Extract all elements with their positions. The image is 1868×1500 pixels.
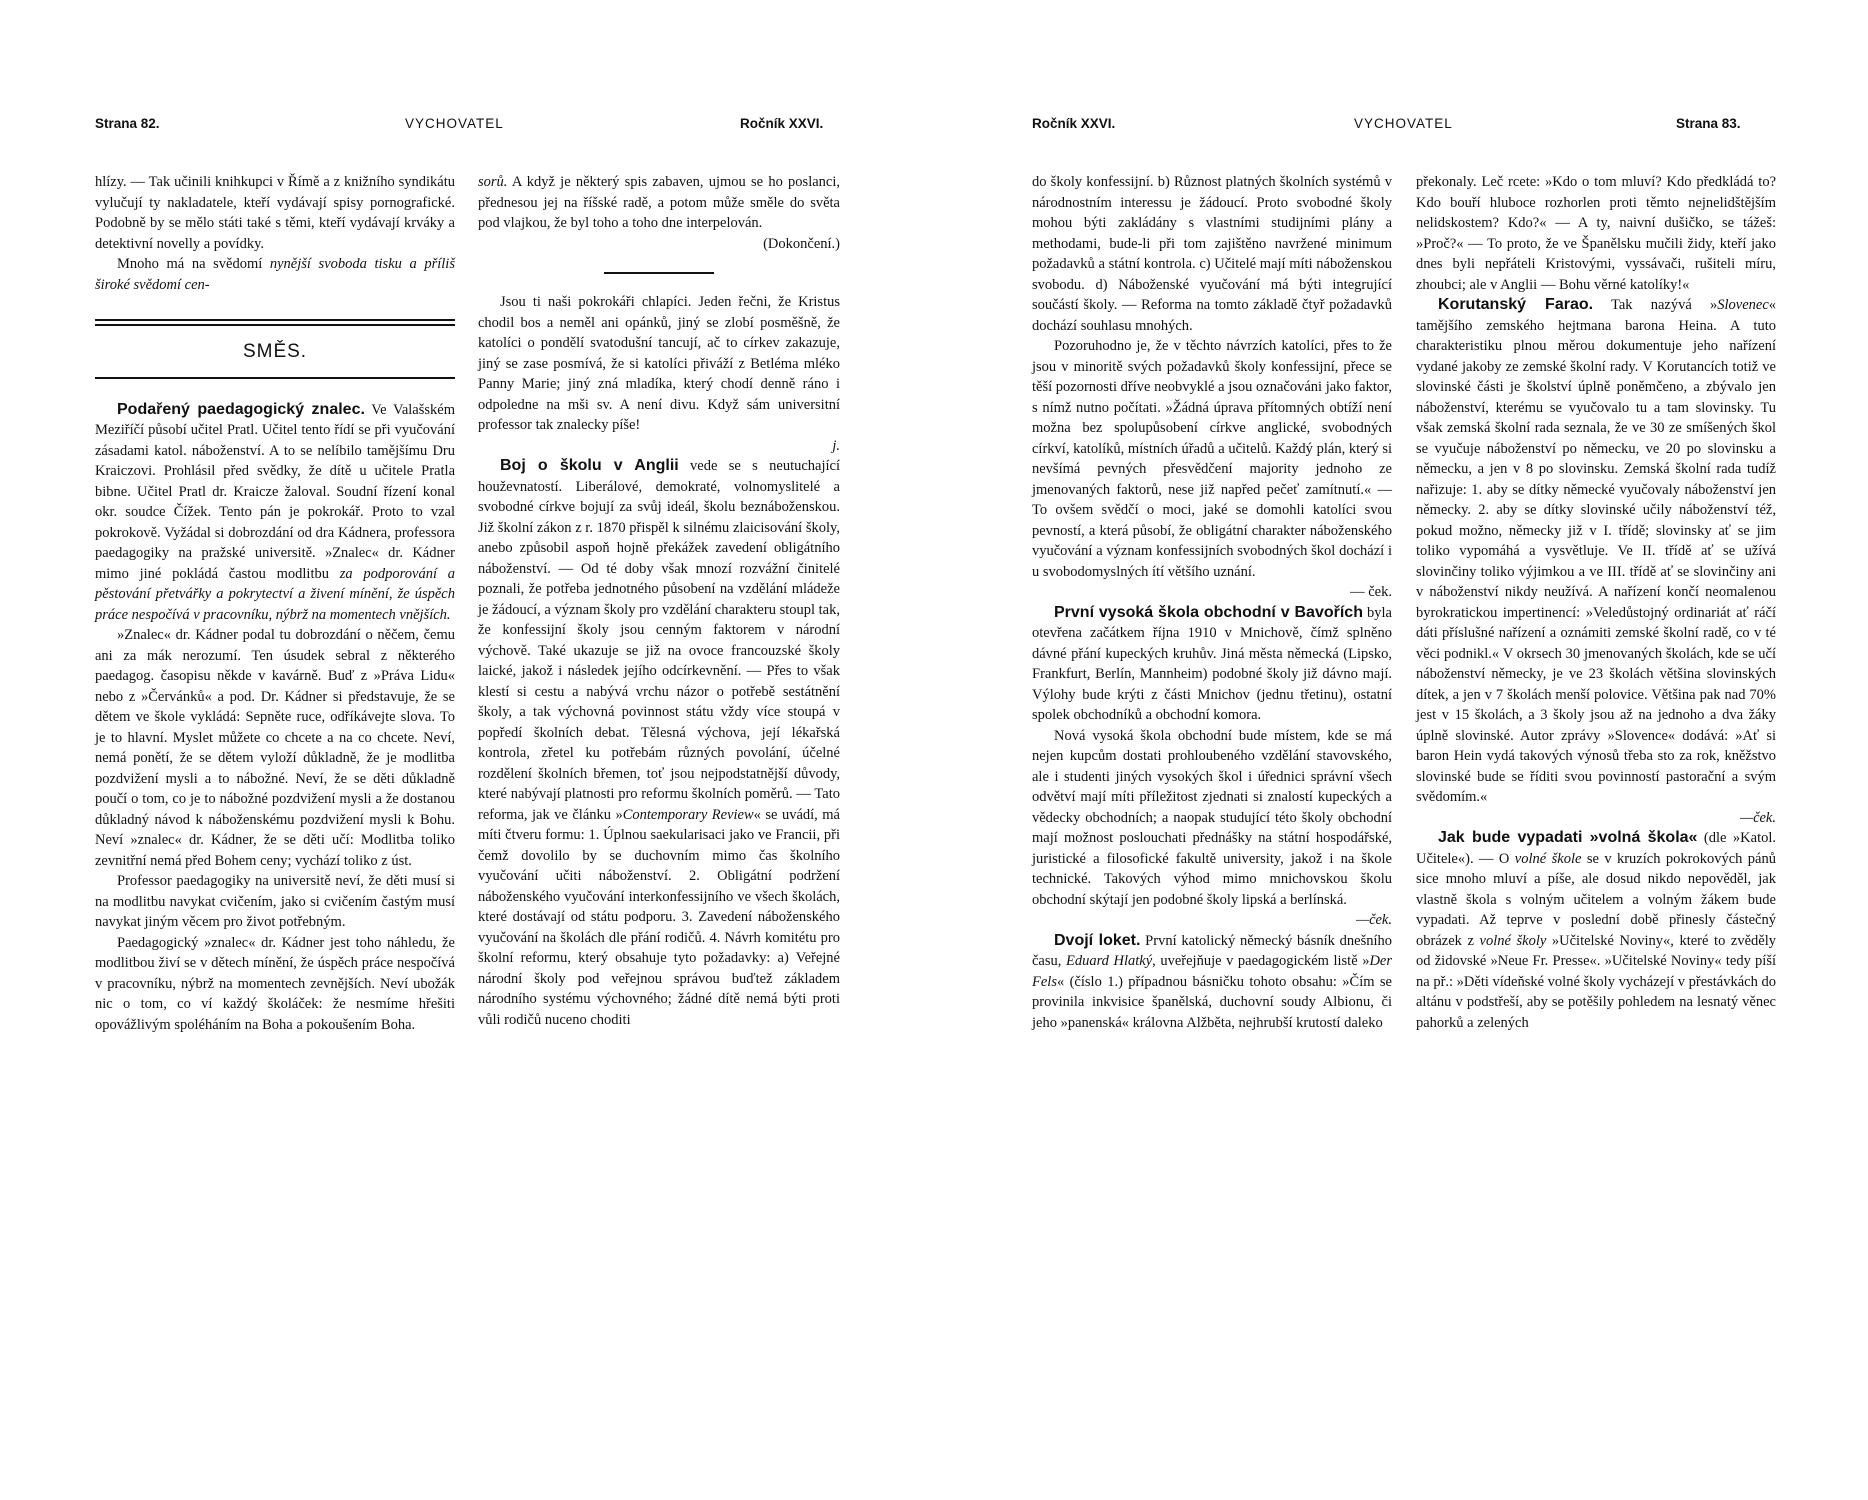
- paragraph: do školy konfessijní. b) Různost platných školních systémů v národnostním interessu je žádoucí. Proto svobodné školy mohou býti zakládány s vlastními studijními plány a methodami, bude-li při tom zajištěno navržené minimum požadavků a státní kontrola. c) Učitelé mají míti náboženskou svobodu. d) Náboženské vyučování má býti integrující součástí školy. — Reforma na tomto základě čtyř požadavků dochází souhlasu mnohých.: [1032, 174, 1392, 334]
- italic-run: sorů.: [478, 174, 508, 190]
- paragraph: Nová vysoká škola obchodní bude místem, kde se má nejen kupcům dostati prohloubeného vzdělání stavovského, ale i studenti jiných vysokých škol i úřednici správní všech odvětví mají míti příležitost zjednati si znalostí kupeckých a vědecky obchodních; a naopak studující této školy obchodní mají možnost poslouchati přednášky na státní hospodářské, juristické a filosofické fakultě university, jakož i na škole technické. Takových výhod mimo mnichovskou školu obchodní skýtají jen podobné školy lipská a berlínská.: [1032, 727, 1392, 908]
- article-paragraph: [478, 456, 840, 1030]
- italic-run: Eduard Hlatký: [1065, 953, 1153, 969]
- signature: —ček.: [1740, 809, 1776, 826]
- right-column-1: [1032, 172, 1392, 1033]
- article-end-rule: [604, 272, 714, 274]
- paragraph: [478, 172, 840, 234]
- left-column-2: [478, 172, 840, 1030]
- paragraph: Paedagogický »znalec« dr. Kádner jest toho náhledu, že modlitbou živí se v dětech mínění, že úspěch práce nespočívá v pracovníku, nýbrž na momentech zevnějších. Neví ubožák nic o tom, co ví každý školáček: že nesmíme hřešiti opovážlivým spoléháním na Boha a pokoušením Boha.: [95, 934, 455, 1033]
- left-journal-title: VYCHOVATEL: [405, 116, 504, 131]
- article-heading: Jak bude vypadati »volná škola«: [1438, 829, 1698, 846]
- right-page: [934, 0, 1868, 1500]
- text-run: První katolický německý básník dnešního času,: [1032, 932, 1392, 969]
- article-heading: Korutanský Farao.: [1438, 296, 1594, 313]
- italic-run: Contemporary Review: [622, 806, 754, 823]
- section-rule-bottom: [95, 377, 455, 380]
- text-run: « se uvádí, má míti čtveru formu: 1. Úplnou saekularisaci jako ve Francii, při čemž dovolilo by se duchovním mimo čas školního vyučování učiti náboženství. 2. Obligátní podržení náboženského vyučování interkonfessijního ve všech školách, které dostávají od státu podporu. 3. Zavedení náboženského vyučování na školách dle přání rodičů. 4. Návrh komitétu pro školní reformu, který obsahuje tyto požadavky: a) Veřejné národní školy pod veřejnou správou buďtež základem národního systému výchovného; žádné dítě nemá býti proti vůli rodičů nuceno choditi: [478, 806, 840, 1028]
- text-run: Tak nazývá »: [1593, 297, 1718, 313]
- paragraph: Pozoruhodno je, že v těchto návrzích katolíci, přes to že jsou v minoritě svých požadavků školy konfessijní, přece se těší pozornosti dříve neobvyklé a jsou označováni jako faktor, s nímž nutno počítati. »Žádná úprava přítomných obtíží není možna bez spolupůsobení církve anglické, svobodných církví, katolíků, místních úřadů a učitelů. Každý plán, který si nevšímá pevných přesvědčení majority jednoho ze jmenovaných faktorů, nese již napřed pečeť zamítnutí.« — To ovšem svědčí o moci, jaké se domohli katolíci svou pevností, a která působí, že obligátní charakter náboženského vyučování a význam konfessijních svobodných škol dochází i u svobodomyslných ítí většího uznání.: [1032, 338, 1392, 580]
- paragraph: Professor paedagogiky na universitě neví, že děti musí si na modlitbu navykat cvičením, jako si cvičením častým musí navykat jiným věcem pro život potřebným.: [95, 873, 455, 930]
- right-volume: Ročník XXVI.: [1032, 116, 1116, 131]
- text-run: (dle »Katol. Učitele«). — O: [1416, 830, 1777, 867]
- text-run: byla otevřena začátkem října 1910 v Mnichově, čímž splněno dávné přání kupeckých kruhův. Jiná města německá (Lipsko, Frankfurt, Berlín, Mannheim) podobné školy již dávno mají. Výlohy bude krýti z části Mnichov (jednu třetinu), ostatní spolek obchodníků a obchodní komora.: [1032, 604, 1392, 723]
- right-column-2: [1416, 172, 1776, 1033]
- signature: — ček.: [1350, 584, 1392, 600]
- signature: —ček.: [1356, 912, 1392, 928]
- paragraph: hlízy. — Tak učinili knihkupci v Římě a z knižního syndikátu vylučují ty nakladatele, kteří vydávají spisy pornografické. Podobně by se mělo státi také s těmi, kteří vydávají krváky a detektivní novelly a povídky.: [95, 174, 455, 252]
- paragraph: [95, 254, 455, 295]
- continuation-note: (Dokončení.): [763, 235, 840, 252]
- text-run: « (číslo 1.) případnou básničku tohoto obsahu: »Čím se provinila inkvisice španělská, duchovní soudy Albionu, či jeho »panenská« královna Alžběta, nejhrubší krutostí daleko: [1032, 973, 1392, 1031]
- text-run: Ve Valašském Meziříčí působí učitel Pratl. Učitel tento řídí se při vyučování zásadami katol. náboženství. A to se nelíbilo tamějšímu Dru Kraiczovi. Prohlásil před svědky, že dítě u učitele Pratla bibne. Učitel Pratl dr. Kraicze žaloval. Soudní řízení konal okr. soudce Čížek. Tento pán je pokrokář. Proto to vzal pokrokově. Vyžádal si dobrozdání od dra Kádnera, professora paedagogiky na pražské universitě. »Znalec« dr. Kádner mimo jiné pokládá častou modlitbu: [95, 401, 455, 582]
- italic-run: Slovenec: [1717, 297, 1769, 313]
- left-running-header: [0, 116, 934, 138]
- signature: j.: [832, 437, 840, 454]
- section-rule-top: [95, 319, 455, 326]
- text-run: Mnoho má na svědomí: [117, 256, 270, 272]
- right-running-header: [934, 116, 1868, 138]
- left-volume: Ročník XXVI.: [740, 116, 824, 131]
- italic-run: volné školy: [1479, 932, 1547, 949]
- paragraph: Jsou ti naši pokrokáři chlapíci. Jeden řečni, že Kristus chodil bos a neměl ani opánků, jiný se zlobí posměšně, že katolíci o pondělí svatodušní tancují, ač to církev zakazuje, jiný se zase posmívá, že si katolíci přiváží z Betléma mléko Panny Marie; jiný zná mladíka, který chodí denně ráno i odpoledne na mši sv. A není divu. Když sám universitní professor tak znalecky píše!: [478, 294, 840, 433]
- article-heading: Dvojí loket.: [1054, 931, 1141, 949]
- article-paragraph: [1416, 828, 1776, 1033]
- text-run: A když je některý spis zabaven, ujmou se ho poslanci, přednesou jej na říšské radě, a potom může směle do světa pod vlajkou, že byl toho a toho dne interpelován.: [478, 174, 840, 231]
- article-paragraph: [1032, 603, 1392, 726]
- article-heading: První vysoká škola obchodní v Bavořích: [1054, 603, 1363, 621]
- text-run: se v kruzích pokrokových pánů sice mnoho mluví a píše, ale dosud nikdo nepověděl, jak vlastně škola s volným učitelem a volným žákem bude vypadati. Až teprve v poslední době přinesly částečný obrázek z: [1416, 850, 1776, 949]
- article-paragraph: [95, 400, 455, 626]
- paragraph: překonaly. Leč rcete: »Kdo o tom mluví? Kdo předkládá to? Kdo bouří hluboce rozhorlen proti těmto nejnelidštějším nelidskostem? Kdo?« — A ty, naivní dušičko, se tážeš: »Proč?« — To proto, že ve Španělsku mučili židy, kteří jako dnes byli nepřáteli Kristovými, vyssávači, rušiteli míru, zhoubci; ale v Anglii — Bohu věrné katolíky!«: [1416, 174, 1776, 293]
- right-page-number: Strana 83.: [1676, 116, 1741, 131]
- paragraph: »Znalec« dr. Kádner podal tu dobrozdání o něčem, čemu ani za mák nerozumí. Ten úsudek sebral z některého paedagog. časopisu někde v kavárně. Buď z »Práva Lidu« nebo z »Červánků« a pod. Dr. Kádner si představuje, že se dětem ve škole vykládá: Sepněte ruce, odříkávejte slova. To je to hlavní. Myslet můžete co chcete a na co chcete. Neví, nemá ponětí, že se dětem vyloží důkladně, že je modlitba pozdvižení mysli a to nábožné. Neví, že se děti důkladně poučí o tom, co je to nábožné pozdvižení mysli a že dostanou důkladný návod k náboženskému pozdvižení mysli k Bohu. Neví »znalec« dr. Kádner, že se děti učí: Modlitba toliko zevnitřní nemá před Bohem ceny; vychází toliko z úst.: [95, 627, 455, 869]
- text-run: vede se s neutuchající houževnatostí. Liberálové, demokraté, volnomyslitelé a svobodné církve bojují za svůj ideál, školu beznáboženskou. Již školní zákon z r. 1870 přispěl k silnému zlaicisování školy, anebo způsobil aspoň hojně překážek zavedení obligátního náboženství. — Od té doby však mnozí rozvážní činitelé poznali, že potřeba jednotného působení na vzdělání mládeže je žádoucí, a význam školy pro vzdělání charakteru stoupl tak, že konfessijní školy jsou cenným faktorem v národní výchově. Také ukazuje se již na ovoce francouzské školy laické, jakož i následek jejího odcírkevnění. — Přes to však klestí si cestu a nabývá vrchu názor o potřebě sestátnění školy, a tak výchovná povinnost státu vždy více stoupá v popředí školních debat. Tělesná výchova, její lékařská kontrola, zřetel ku potřebám různých povolání, účelné rozdělení školních břemen, toť jsou nejpodstatnější důvody, které nabývají platnosti pro reformu školních poměrů. — Tato reforma, jak ve článku »: [478, 458, 840, 823]
- italic-run: Der Fels: [1032, 953, 1393, 990]
- text-run: , uveřejňuje v paedagogickém listě »: [1152, 953, 1370, 969]
- right-journal-title: VYCHOVATEL: [1354, 116, 1453, 131]
- text-run: « tamějšího zemského hejtmana barona Heina. A tuto charakteristiku plnou měrou dokumentuje jeho nařízení vydané jakoby ze zemské školní rady. V Korutancích totiž ve slovinské části je školství úplně poněmčeno, a zbývalo jen náboženství, kterému se vyučovalo tu a tam slovinsky. Tu však zemská školní rada seznala, že ve 30 ze smíšených škol se vyučuje náboženství po německu, ve 20 po slovinsku a německu, a jen v 8 po slovinsku. Zemská školní rada tudíž nařizuje: 1. aby se dítky německé vyučovaly náboženství jen německy. 2. aby se dítky slovinské učily náboženství též, pokud možno, německy již v I. třídě; slovinsky ať se jim toliko vypomáhá a vysvětluje. Ve II. třídě ať se užívá slovinčiny toliko výjimkou a ve III. třídě ať se slovinčiny ani v náboženství nikdy neužívá. A nařízení končí neomalenou byrokratickou impertinencí: »Veledůstojný ordinariát ať ráčí dáti příslušné nařízení a oznámiti zemské školní radě, co v té věci podnikl.« V okrsech 30 jmenovaných školách, kde se učí náboženství německy, je ve 23 školách většina slovinských dítek, a jen v 7 školách menší polovice. Většina pak nad 70% jest v 15 školách, a 3 školy jsou až na jednoho a dva žáky úplně slovinské. Autor zprávy »Slovence« dodává: »Ať si baron Hein vydá takových výnosů třeba sto za rok, kněžstvo slovinské bude se říditi svou povinností pastorační a svým svědomím.«: [1416, 297, 1777, 805]
- left-column-1: [95, 172, 455, 1035]
- left-page-number: Strana 82.: [95, 116, 160, 131]
- text-run: »Učitelské Noviny«, které to zvěděly od židovské »Neue Fr. Presse«. »Učitelské Noviny« tedy píší na př.: »Děti vídeňské volné školy vycházejí v přestávkách do altánu v podstřeší, aby se potěšily pohledem na lesnatý věnec pahorků a zelených: [1416, 932, 1776, 1031]
- italic-run: nynější svoboda tisku a příliš široké svědomí cen-: [95, 256, 455, 293]
- article-heading: Boj o školu v Anglii: [500, 457, 679, 474]
- article-heading: Podařený paedagogický znalec.: [117, 400, 365, 418]
- article-paragraph: [1032, 931, 1392, 1034]
- section-title: SMĚS.: [242, 341, 308, 362]
- italic-run: za podporování a pěstování přetvářky a pokrytectví a živení mínění, že úspěch práce nespočívá v pracovníku, nýbrž na momentech vnějších.: [95, 565, 456, 623]
- italic-run: volné škole: [1514, 850, 1582, 867]
- article-paragraph: [1416, 295, 1776, 808]
